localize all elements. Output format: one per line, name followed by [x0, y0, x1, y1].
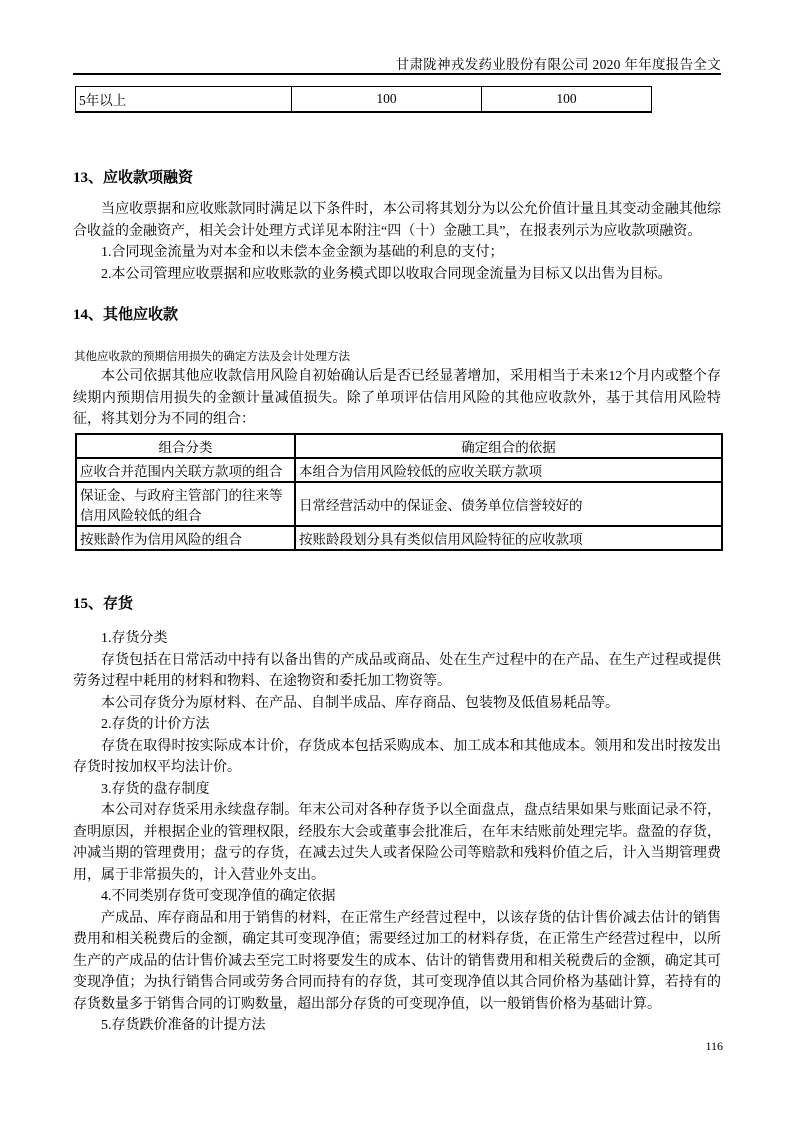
paragraph: 本公司存货分为原材料、在产品、自制半成品、库存商品、包装物及低值易耗品等。: [101, 695, 619, 711]
table-row: [76, 526, 722, 550]
header-divider: [73, 73, 721, 75]
table-row: [76, 87, 652, 112]
aging-value-cell: 100: [482, 87, 652, 112]
aging-continuation-table: [75, 86, 652, 113]
table-row: [76, 482, 722, 526]
portfolio-type-cell: 保证金、与政府主管部门的往来等信用风险较低的组合: [76, 482, 295, 526]
sub-heading: 5.存货跌价准备的计提方法: [101, 1018, 266, 1033]
aging-value-cell: 100: [292, 87, 482, 112]
section-14-body: [73, 366, 721, 431]
portfolio-basis-cell: 按账龄段划分具有类似信用风险特征的应收款项: [295, 526, 722, 550]
section-15-body: [73, 628, 721, 1037]
paragraph: 本公司对存货采用永续盘存制。年末公司对各种存货予以全面盘点，盘点结果如果与账面记录不符，查明原因，并根据企业的管理权限，经股东大会或董事会批准后，在年末结账前处理完毕。盘盈的存货，冲减当期的管理费用；盘亏的存货，在减去过失人或者保险公司等赔款和残料价值之后，计入当期管理费用，属于非常损失的，计入营业外支出。: [73, 803, 721, 883]
column-header: 组合分类: [76, 434, 295, 458]
portfolio-type-cell: 应收合并范围内关联方款项的组合: [76, 458, 295, 482]
portfolio-basis-cell: 日常经营活动中的保证金、债务单位信誉较好的: [295, 482, 722, 526]
portfolio-classification-table: [75, 433, 723, 551]
table-header-row: [76, 434, 722, 458]
paragraph: 存货在取得时按实际成本计价，存货成本包括采购成本、加工成本和其他成本。领用和发出时按发出存货时按加权平均法计价。: [73, 738, 721, 775]
section-13-body: [73, 199, 721, 285]
paragraph: 产成品、库存商品和用于销售的材料，在正常生产经营过程中，以该存货的估计售价减去估计的销售费用和相关税费后的金额，确定其可变现净值；需要经过加工的材料存货，在正常生产经营过程中，以所生产的产成品的估计售价减去至完工时将要发生的成本、估计的销售费用和相关税费后的金额，确定其可变现净值；为执行销售合同或劳务合同而持有的存货，其可变现净值以其合同价格为基础计算，若持有的存货数量多于销售合同的订购数量，超出部分存货的可变现净值，以一般销售价格为基础计算。: [73, 910, 721, 1012]
aging-bucket-cell: 5年以上: [76, 87, 292, 112]
paragraph: 2.本公司管理应收票据和应收账款的业务模式即以收取合同现金流量为目标又以出售为目标。: [101, 266, 672, 282]
section-15-heading: 15、存货: [73, 596, 134, 612]
paragraph: 存货包括在日常活动中持有以备出售的产成品或商品、处在生产过程中的在产品、在生产过程或提供劳务过程中耗用的材料和物料、在途物资和委托加工物资等。: [73, 652, 721, 689]
section-13-heading: 13、应收款项融资: [73, 170, 194, 186]
page-header-title: 甘肃陇神戎发药业股份有限公司 2020 年年度报告全文: [395, 57, 721, 72]
paragraph: 1.合同现金流量为对本金和以未偿本金金额为基础的利息的支付；: [101, 245, 504, 260]
table-row: [76, 458, 722, 482]
sub-heading: 2.存货的计价方法: [101, 717, 210, 732]
column-header: 确定组合的依据: [295, 434, 722, 458]
paragraph: 当应收票据和应收账款同时满足以下条件时，本公司将其划分为以公允价值计量且其变动金融其他综合收益的金融资产，相关会计处理方式详见本附注“四（十）金融工具”，在报表列示为应收款项融资。: [73, 202, 721, 239]
section-14-heading: 14、其他应收款: [73, 307, 179, 323]
sub-heading: 1.存货分类: [101, 631, 168, 646]
sub-heading: 4.不同类别存货可变现净值的确定依据: [101, 889, 336, 904]
portfolio-basis-cell: 本组合为信用风险较低的应收关联方款项: [295, 458, 722, 482]
portfolio-type-cell: 按账龄作为信用风险的组合: [76, 526, 295, 550]
sub-heading: 3.存货的盘存制度: [101, 781, 210, 797]
paragraph: 本公司依据其他应收款信用风险自初始确认后是否已经显著增加，采用相当于未来12个月内或整个存续期内预期信用损失的金额计量减值损失。除了单项评估信用风险的其他应收款外，基于其信用风险特征，将其划分为不同的组合：: [73, 369, 721, 427]
section-14-note: 其他应收款的预期信用损失的确定方法及会计处理方法: [74, 351, 350, 363]
page-number: 116: [705, 1039, 723, 1053]
